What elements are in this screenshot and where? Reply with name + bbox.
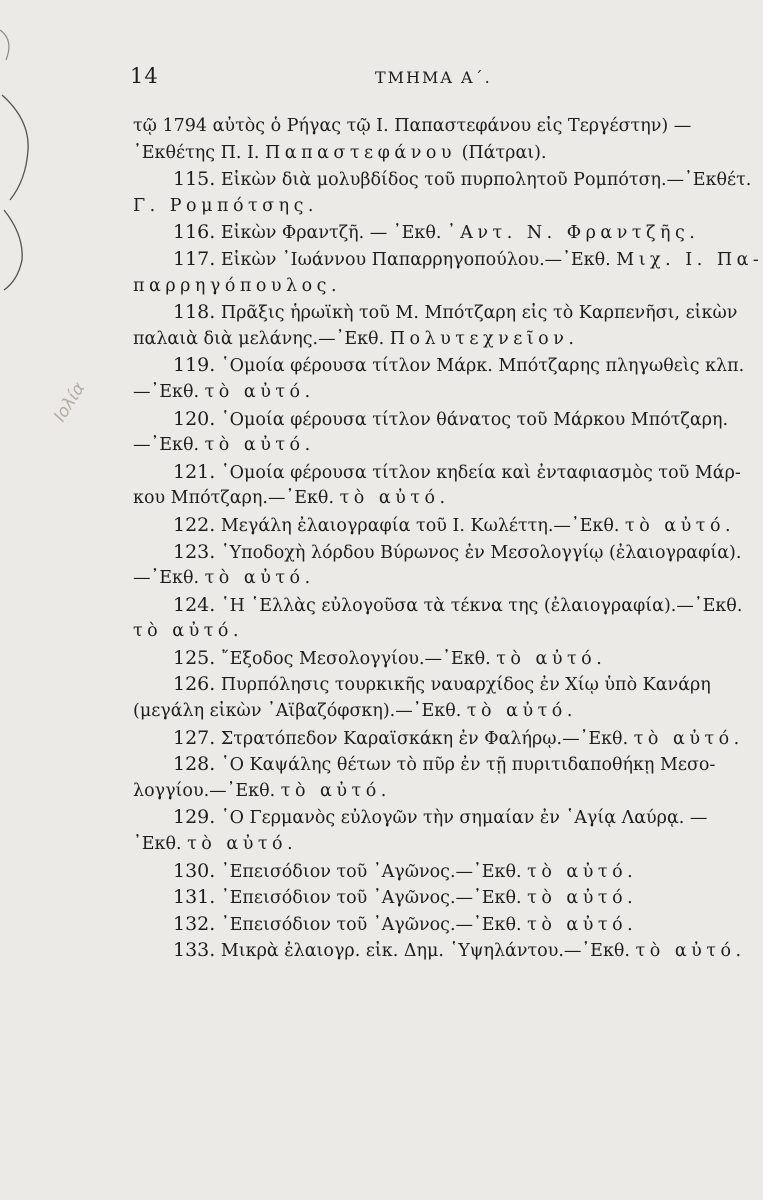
catalog-entry-124: 124. ῾Η ῾Ελλὰς εὐλογοῦσα τὰ τέκνα της (ἐλαιογραφία).—᾿Εκθ.: [173, 593, 743, 616]
catalog-entry-115: 115. Εἰκὼν διὰ μολυβδίδος τοῦ πυρπολητοῦ Ρομπότση.—᾿Εκθέτ.: [173, 168, 752, 191]
catalog-entry-118: 118. Πρᾶξις ἡρωϊκὴ τοῦ Μ. Μπότζαρη εἰς τὸ Καρπενῆσι, εἰκὼν: [173, 301, 738, 324]
catalog-entry-130: 130. ᾿Επεισόδιον τοῦ ᾿Αγῶνος.—᾿Εκθ. τὸ αὐτό.: [173, 859, 638, 882]
margin-pencil-note: Ιολία: [50, 379, 90, 426]
catalog-entry-120: 120. ῾Ομοία φέρουσα τίτλον θάνατος τοῦ Μάρκου Μπότζαρη.: [173, 407, 729, 430]
page-number: 14: [130, 64, 159, 88]
text-line: ᾿Εκθέτης Π. Ι. Παπαστεφάνου (Πάτραι).: [133, 142, 547, 163]
page-header: [130, 64, 719, 94]
catalog-entry-125: 125. ῎Εξοδος Μεσολογγίου.—᾿Εκθ. τὸ αὐτό.: [173, 646, 607, 669]
text-line: τὸ αὐτό.: [133, 621, 244, 642]
catalog-entry-127: 127. Στρατόπεδον Καραϊσκάκη ἐν Φαλήρῳ.—᾿Εκθ. τὸ αὐτό.: [173, 726, 744, 749]
catalog-entry-119: 119. ῾Ομοία φέρουσα τίτλον Μάρκ. Μπότζαρης πληγωθεὶς κλπ.: [173, 354, 745, 377]
catalog-entry-132: 132. ᾿Επεισόδιον τοῦ ᾿Αγῶνος.—᾿Εκθ. τὸ αὐτό.: [173, 912, 638, 935]
catalog-entry-123: 123. ῾Υποδοχὴ λόρδου Βύρωνος ἐν Μεσολογγίῳ (ἐλαιογραφία).: [173, 540, 742, 563]
catalog-entry-116: 116. Εἰκὼν Φραντζῆ. — ᾿Εκθ. ᾿Αντ. Ν. Φραντζῆς.: [173, 221, 700, 244]
text-line: ᾿Εκθ. τὸ αὐτό.: [133, 834, 298, 855]
catalog-entry-131: 131. ᾿Επεισόδιον τοῦ ᾿Αγῶνος.—᾿Εκθ. τὸ αὐτό.: [173, 886, 638, 909]
text-line: —᾿Εκθ. τὸ αὐτό.: [133, 435, 315, 456]
text-line: παλαιὰ διὰ μελάνης.—᾿Εκθ. Πολυτεχνεῖον.: [133, 328, 579, 349]
catalog-entry-133: 133. Μικρὰ ἐλαιογρ. εἰκ. Δημ. ῾Υψηλάντου.—᾿Εκθ. τὸ αὐτό.: [173, 939, 746, 962]
catalog-entries: [133, 113, 763, 964]
text-line: —᾿Εκθ. τὸ αὐτό.: [133, 568, 315, 589]
catalog-entry-128: 128. ῾Ο Καψάλης θέτων τὸ πῦρ ἐν τῇ πυριτιδαποθήκῃ Μεσο-: [173, 753, 716, 776]
catalog-entry-121: 121. ῾Ομοία φέρουσα τίτλον κηδεία καὶ ἐνταφιασμὸς τοῦ Μάρ-: [173, 460, 741, 483]
text-line: (μεγάλη εἰκὼν ᾿Αϊβαζόφσκη).—᾿Εκθ. τὸ αὐτό.: [133, 701, 577, 722]
text-line: τῷ 1794 αὐτὸς ὁ Ρήγας τῷ Ι. Παπαστεφάνου εἰς Τεργέστην) —: [133, 116, 692, 136]
text-line: Γ. Ρομπότσης.: [133, 195, 318, 216]
catalog-entry-122: 122. Μεγάλη ἐλαιογραφία τοῦ Ι. Κωλέττη.—᾿Εκθ. τὸ αὐτό.: [173, 513, 736, 536]
catalog-entry-117: 117. Εἰκὼν ᾿Ιωάννου Παπαρρηγοπούλου.—᾿Εκθ. Μιχ. Ι. Πα-: [173, 247, 763, 270]
text-line: κου Μπότζαρη.—᾿Εκθ. τὸ αὐτό.: [133, 488, 450, 509]
text-line: παρρηγόπουλος.: [133, 275, 342, 296]
running-head: ΤΜΗΜΑ Α΄.: [375, 68, 492, 87]
binding-shadow: [0, 0, 60, 300]
text-line: λογγίου.—᾿Εκθ. τὸ αὐτό.: [133, 780, 391, 801]
catalog-entry-129: 129. ῾Ο Γερμανὸς εὐλογῶν τὴν σημαίαν ἐν ῾Αγίᾳ Λαύρᾳ. —: [173, 806, 708, 829]
text-line: —᾿Εκθ. τὸ αὐτό.: [133, 381, 315, 402]
catalog-entry-126: 126. Πυρπόλησις τουρκικῆς ναυαρχίδος ἐν Χίῳ ὑπὸ Κανάρη: [173, 673, 711, 696]
